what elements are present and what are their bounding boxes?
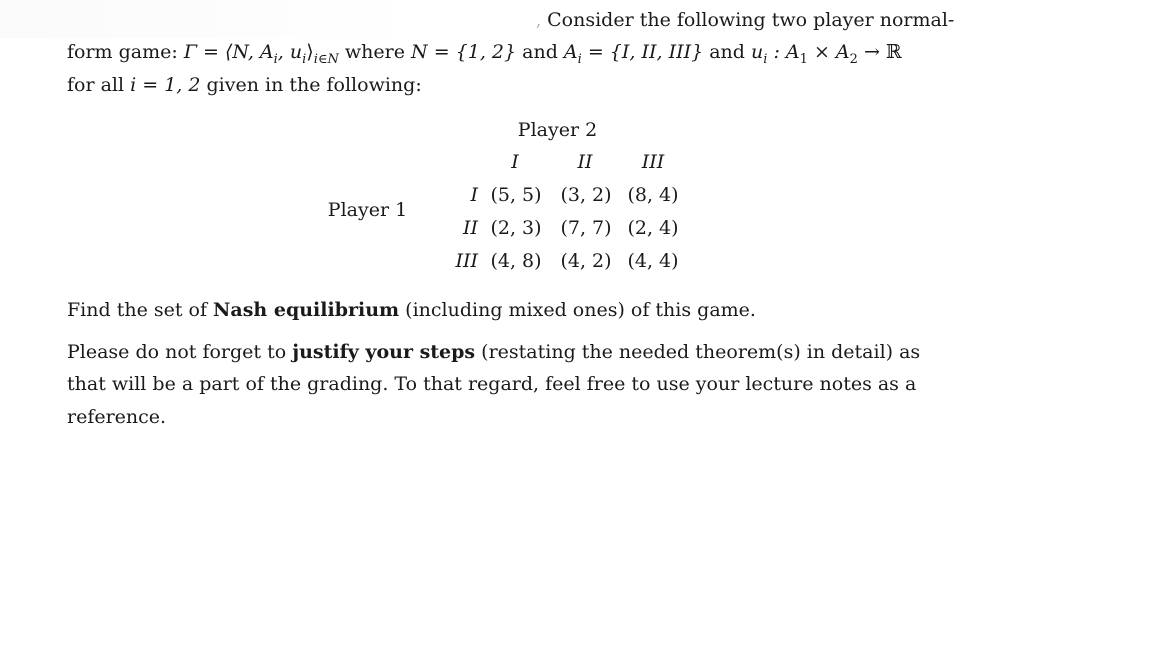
intro-line-2 (67, 40, 902, 72)
for-all-text: for all (67, 74, 131, 96)
i-equals: i = 1, 2 (130, 74, 201, 96)
note-line-1 (67, 340, 920, 364)
payoff-cell: (2, 4) (627, 217, 679, 239)
payoff-cell: (7, 7) (560, 217, 612, 239)
subscript-i: i (273, 51, 278, 67)
subscript-i: i (302, 51, 307, 67)
subscript-i: i (577, 51, 582, 67)
payoff-cell: (2, 3) (490, 217, 542, 239)
row-header-3: III (455, 250, 478, 272)
intro-text-1: Consider the following two player normal- (547, 9, 955, 31)
given-text: given in the following: (200, 74, 422, 96)
times-expr: × A (807, 41, 850, 63)
and-word: and (703, 41, 751, 63)
row-header-2: II (462, 217, 478, 239)
intro-text-2: form game: (67, 41, 184, 63)
u-symbol: u (751, 41, 764, 63)
question-bold: Nash equilibrium (213, 299, 400, 321)
gamma-expression: Γ = ⟨N, A (183, 41, 274, 63)
question-line (67, 298, 756, 322)
comma-mark: , (536, 11, 542, 30)
intro-line-3 (67, 73, 422, 97)
player2-label: Player 2 (517, 119, 598, 141)
faded-header-area (0, 0, 430, 38)
N-set: N = {1, 2} (411, 41, 517, 63)
col-header-2: II (577, 151, 593, 173)
subscript-2: 2 (849, 51, 858, 67)
note-suffix: (restating the needed theorem(s) in detail) as (475, 341, 921, 363)
rangle: ⟩ (306, 41, 314, 63)
subscript-1: 1 (799, 51, 808, 67)
A-set: = {I, II, III} (581, 41, 704, 63)
and-word: and (516, 41, 564, 63)
intro-line-1 (536, 8, 954, 33)
payoff-cell: (5, 5) (490, 184, 542, 206)
payoff-cell: (4, 8) (490, 250, 542, 272)
payoff-cell: (3, 2) (560, 184, 612, 206)
note-prefix: Please do not forget to (67, 341, 293, 363)
u-symbol: , u (277, 41, 303, 63)
payoff-cell: (8, 4) (627, 184, 679, 206)
col-header-3: III (641, 151, 665, 173)
subscript-iN: i∈N (313, 51, 339, 67)
question-prefix: Find the set of (67, 299, 214, 321)
payoff-cell: (4, 4) (627, 250, 679, 272)
note-bold: justify your steps (292, 341, 476, 363)
col-header-1: I (511, 151, 519, 173)
to-reals: → ℝ (857, 41, 902, 63)
question-suffix: (including mixed ones) of this game. (399, 299, 756, 321)
note-line-2: that will be a part of the grading. To that regard, feel free to use your lecture notes as a (67, 373, 917, 395)
subscript-i: i (763, 51, 768, 67)
note-line-3: reference. (67, 406, 167, 428)
A-symbol: A (563, 41, 578, 63)
row-header-1: I (470, 184, 478, 206)
mapping-expr: : A (767, 41, 800, 63)
payoff-cell: (4, 2) (560, 250, 612, 272)
player1-label: Player 1 (327, 199, 408, 221)
where-word: where (338, 41, 412, 63)
